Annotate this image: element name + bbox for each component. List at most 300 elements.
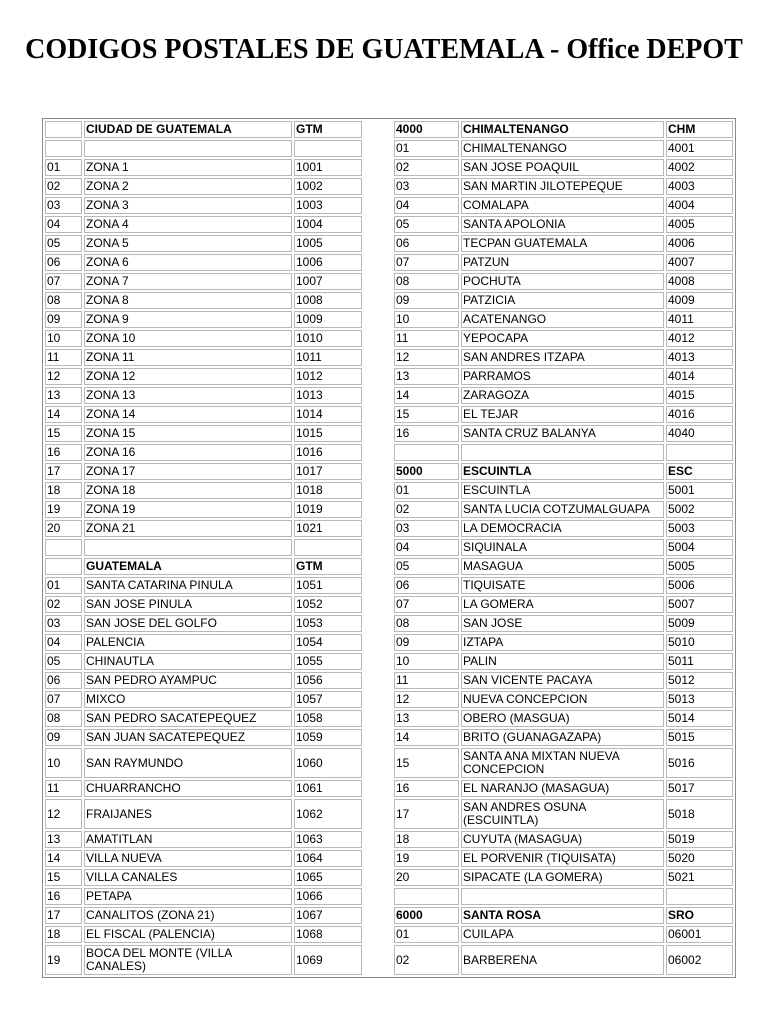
table-row (45, 653, 733, 670)
column-gap (364, 831, 392, 848)
right-postal-code-cell: 4011 (666, 311, 733, 328)
table-row (45, 330, 733, 347)
right-postal-code-cell: 5014 (666, 710, 733, 727)
left-postal-code-cell: 1053 (294, 615, 362, 632)
right-postal-code-cell: 4040 (666, 425, 733, 442)
column-gap (364, 254, 392, 271)
column-gap (364, 615, 392, 632)
left-code-cell: 02 (45, 596, 82, 613)
postal-code-table-body (45, 121, 733, 975)
right-place-name-cell: BRITO (GUANAGAZAPA) (461, 729, 664, 746)
table-row (45, 710, 733, 727)
column-gap (364, 869, 392, 886)
right-code-cell: 15 (394, 748, 459, 778)
right-code-cell: 04 (394, 197, 459, 214)
column-gap (364, 748, 392, 778)
table-row (45, 311, 733, 328)
column-gap (364, 780, 392, 797)
right-code-cell: 16 (394, 780, 459, 797)
column-gap (364, 387, 392, 404)
column-gap (364, 425, 392, 442)
left-postal-code-cell: 1002 (294, 178, 362, 195)
table-row (45, 178, 733, 195)
column-gap (364, 368, 392, 385)
right-postal-code-cell: SRO (666, 907, 733, 924)
table-row (45, 945, 733, 975)
right-postal-code-cell: 06002 (666, 945, 733, 975)
right-place-name-cell: CUYUTA (MASAGUA) (461, 831, 664, 848)
left-code-cell: 11 (45, 780, 82, 797)
left-code-cell: 04 (45, 634, 82, 651)
column-gap (364, 520, 392, 537)
right-postal-code-cell: 4003 (666, 178, 733, 195)
right-place-name-cell: PALIN (461, 653, 664, 670)
right-place-name-cell: MASAGUA (461, 558, 664, 575)
left-place-name-cell: SAN JOSE DEL GOLFO (84, 615, 292, 632)
left-code-cell: 15 (45, 869, 82, 886)
right-code-cell: 08 (394, 273, 459, 290)
right-postal-code-cell: 4008 (666, 273, 733, 290)
left-place-name-cell: MIXCO (84, 691, 292, 708)
table-row (45, 463, 733, 480)
left-postal-code-cell: 1021 (294, 520, 362, 537)
left-place-name-cell: ZONA 12 (84, 368, 292, 385)
left-place-name-cell: CHUARRANCHO (84, 780, 292, 797)
right-postal-code-cell: 5004 (666, 539, 733, 556)
left-place-name-cell: ZONA 21 (84, 520, 292, 537)
table-row (45, 869, 733, 886)
left-code-cell: 16 (45, 444, 82, 461)
right-code-cell: 06 (394, 235, 459, 252)
column-gap (364, 577, 392, 594)
table-row (45, 406, 733, 423)
left-code-cell: 17 (45, 907, 82, 924)
table-row (45, 615, 733, 632)
left-place-name-cell: VILLA NUEVA (84, 850, 292, 867)
right-code-cell: 08 (394, 615, 459, 632)
left-postal-code-cell: 1067 (294, 907, 362, 924)
right-code-cell: 11 (394, 672, 459, 689)
table-row (45, 831, 733, 848)
left-code-cell (45, 539, 82, 556)
right-place-name-cell: SANTA ROSA (461, 907, 664, 924)
table-row (45, 780, 733, 797)
right-code-cell: 07 (394, 596, 459, 613)
column-gap (364, 653, 392, 670)
right-postal-code-cell: 4015 (666, 387, 733, 404)
right-code-cell: 15 (394, 406, 459, 423)
right-code-cell: 19 (394, 850, 459, 867)
table-row (45, 799, 733, 829)
right-place-name-cell: SAN JOSE (461, 615, 664, 632)
left-postal-code-cell: 1012 (294, 368, 362, 385)
left-code-cell: 17 (45, 463, 82, 480)
left-postal-code-cell: 1051 (294, 577, 362, 594)
right-place-name-cell: NUEVA CONCEPCION (461, 691, 664, 708)
column-gap (364, 539, 392, 556)
left-code-cell: 18 (45, 926, 82, 943)
table-row (45, 254, 733, 271)
right-place-name-cell: ZARAGOZA (461, 387, 664, 404)
right-postal-code-cell: 5009 (666, 615, 733, 632)
right-postal-code-cell: 5013 (666, 691, 733, 708)
left-postal-code-cell: GTM (294, 121, 362, 138)
right-place-name-cell: SIQUINALA (461, 539, 664, 556)
left-place-name-cell: SAN JOSE PINULA (84, 596, 292, 613)
right-code-cell: 11 (394, 330, 459, 347)
right-place-name-cell: SANTA CRUZ BALANYA (461, 425, 664, 442)
left-postal-code-cell: 1007 (294, 273, 362, 290)
column-gap (364, 799, 392, 829)
left-postal-code-cell: 1064 (294, 850, 362, 867)
right-postal-code-cell: 5020 (666, 850, 733, 867)
right-code-cell (394, 888, 459, 905)
right-postal-code-cell: CHM (666, 121, 733, 138)
left-place-name-cell: BOCA DEL MONTE (VILLA CANALES) (84, 945, 292, 975)
left-place-name-cell: VILLA CANALES (84, 869, 292, 886)
left-code-cell: 01 (45, 159, 82, 176)
left-code-cell: 12 (45, 799, 82, 829)
column-gap (364, 634, 392, 651)
right-postal-code-cell: 5016 (666, 748, 733, 778)
right-code-cell: 03 (394, 178, 459, 195)
left-place-name-cell: FRAIJANES (84, 799, 292, 829)
right-place-name-cell: LA GOMERA (461, 596, 664, 613)
right-code-cell: 16 (394, 425, 459, 442)
table-row (45, 482, 733, 499)
left-code-cell: 10 (45, 748, 82, 778)
postal-code-table-container (42, 118, 734, 978)
right-place-name-cell: PATZUN (461, 254, 664, 271)
column-gap (364, 945, 392, 975)
left-postal-code-cell: 1009 (294, 311, 362, 328)
column-gap (364, 558, 392, 575)
left-code-cell (45, 140, 82, 157)
column-gap (364, 501, 392, 518)
right-code-cell: 13 (394, 368, 459, 385)
right-place-name-cell: EL TEJAR (461, 406, 664, 423)
left-place-name-cell: PETAPA (84, 888, 292, 905)
right-place-name-cell: PARRAMOS (461, 368, 664, 385)
left-postal-code-cell: 1011 (294, 349, 362, 366)
right-place-name-cell: TIQUISATE (461, 577, 664, 594)
left-code-cell: 01 (45, 577, 82, 594)
right-place-name-cell: COMALAPA (461, 197, 664, 214)
column-gap (364, 292, 392, 309)
left-postal-code-cell: 1006 (294, 254, 362, 271)
left-place-name-cell (84, 539, 292, 556)
right-postal-code-cell: 4013 (666, 349, 733, 366)
left-postal-code-cell: 1014 (294, 406, 362, 423)
right-place-name-cell: OBERO (MASGUA) (461, 710, 664, 727)
right-postal-code-cell: 4014 (666, 368, 733, 385)
left-place-name-cell: ZONA 13 (84, 387, 292, 404)
right-code-cell: 09 (394, 634, 459, 651)
table-row (45, 729, 733, 746)
left-postal-code-cell: 1057 (294, 691, 362, 708)
left-place-name-cell: CHINAUTLA (84, 653, 292, 670)
right-code-cell: 10 (394, 653, 459, 670)
left-postal-code-cell: 1066 (294, 888, 362, 905)
right-place-name-cell: CHIMALTENANGO (461, 121, 664, 138)
right-code-cell: 14 (394, 729, 459, 746)
column-gap (364, 729, 392, 746)
left-postal-code-cell: 1005 (294, 235, 362, 252)
right-place-name-cell: LA DEMOCRACIA (461, 520, 664, 537)
column-gap (364, 596, 392, 613)
left-place-name-cell: ZONA 18 (84, 482, 292, 499)
left-postal-code-cell: 1004 (294, 216, 362, 233)
table-row (45, 121, 733, 138)
left-place-name-cell: ZONA 15 (84, 425, 292, 442)
left-postal-code-cell: 1056 (294, 672, 362, 689)
right-code-cell: 05 (394, 558, 459, 575)
column-gap (364, 888, 392, 905)
left-place-name-cell: CANALITOS (ZONA 21) (84, 907, 292, 924)
right-postal-code-cell: 5011 (666, 653, 733, 670)
right-place-name-cell: CHIMALTENANGO (461, 140, 664, 157)
right-postal-code-cell: 5012 (666, 672, 733, 689)
left-place-name-cell: AMATITLAN (84, 831, 292, 848)
left-code-cell: 06 (45, 254, 82, 271)
left-postal-code-cell: 1010 (294, 330, 362, 347)
column-gap (364, 926, 392, 943)
right-postal-code-cell: 4005 (666, 216, 733, 233)
right-code-cell: 06 (394, 577, 459, 594)
left-place-name-cell: ZONA 4 (84, 216, 292, 233)
left-place-name-cell: ZONA 10 (84, 330, 292, 347)
left-place-name-cell: ZONA 8 (84, 292, 292, 309)
left-code-cell (45, 558, 82, 575)
table-row (45, 634, 733, 651)
left-place-name-cell: ZONA 6 (84, 254, 292, 271)
right-place-name-cell: YEPOCAPA (461, 330, 664, 347)
left-code-cell: 15 (45, 425, 82, 442)
right-place-name-cell: EL NARANJO (MASAGUA) (461, 780, 664, 797)
table-row (45, 425, 733, 442)
right-code-cell: 13 (394, 710, 459, 727)
left-place-name-cell: ZONA 19 (84, 501, 292, 518)
column-gap (364, 140, 392, 157)
left-postal-code-cell: 1068 (294, 926, 362, 943)
left-code-cell: 19 (45, 501, 82, 518)
left-code-cell: 18 (45, 482, 82, 499)
right-postal-code-cell: 4006 (666, 235, 733, 252)
left-postal-code-cell: GTM (294, 558, 362, 575)
right-postal-code-cell: 4009 (666, 292, 733, 309)
left-postal-code-cell (294, 140, 362, 157)
table-row (45, 159, 733, 176)
column-gap (364, 672, 392, 689)
left-code-cell: 09 (45, 311, 82, 328)
table-row (45, 850, 733, 867)
left-place-name-cell: SAN RAYMUNDO (84, 748, 292, 778)
left-code-cell: 13 (45, 387, 82, 404)
left-place-name-cell: GUATEMALA (84, 558, 292, 575)
left-postal-code-cell: 1065 (294, 869, 362, 886)
right-place-name-cell: SAN ANDRES OSUNA (ESCUINTLA) (461, 799, 664, 829)
left-place-name-cell: ZONA 3 (84, 197, 292, 214)
right-postal-code-cell (666, 888, 733, 905)
right-code-cell: 09 (394, 292, 459, 309)
right-code-cell: 04 (394, 539, 459, 556)
table-row (45, 907, 733, 924)
left-code-cell: 08 (45, 710, 82, 727)
table-row (45, 444, 733, 461)
left-postal-code-cell: 1008 (294, 292, 362, 309)
left-postal-code-cell: 1054 (294, 634, 362, 651)
left-postal-code-cell: 1059 (294, 729, 362, 746)
table-row (45, 888, 733, 905)
right-postal-code-cell: 5007 (666, 596, 733, 613)
left-postal-code-cell: 1018 (294, 482, 362, 499)
right-code-cell: 01 (394, 926, 459, 943)
right-place-name-cell: SANTA LUCIA COTZUMALGUAPA (461, 501, 664, 518)
right-code-cell: 17 (394, 799, 459, 829)
right-place-name-cell: CUILAPA (461, 926, 664, 943)
right-place-name-cell: SANTA APOLONIA (461, 216, 664, 233)
right-postal-code-cell: 5005 (666, 558, 733, 575)
right-postal-code-cell: 5019 (666, 831, 733, 848)
left-code-cell: 16 (45, 888, 82, 905)
table-row (45, 292, 733, 309)
left-place-name-cell: ZONA 2 (84, 178, 292, 195)
table-row (45, 596, 733, 613)
left-code-cell: 04 (45, 216, 82, 233)
left-place-name-cell: SAN PEDRO AYAMPUC (84, 672, 292, 689)
table-row (45, 501, 733, 518)
right-code-cell: 4000 (394, 121, 459, 138)
column-gap (364, 482, 392, 499)
right-place-name-cell: ESCUINTLA (461, 463, 664, 480)
right-place-name-cell: BARBERENA (461, 945, 664, 975)
column-gap (364, 216, 392, 233)
right-postal-code-cell: 4002 (666, 159, 733, 176)
table-row (45, 235, 733, 252)
right-postal-code-cell: 4001 (666, 140, 733, 157)
left-postal-code-cell: 1017 (294, 463, 362, 480)
right-place-name-cell: PATZICIA (461, 292, 664, 309)
right-postal-code-cell: 5018 (666, 799, 733, 829)
left-code-cell: 11 (45, 349, 82, 366)
right-place-name-cell: TECPAN GUATEMALA (461, 235, 664, 252)
left-code-cell: 07 (45, 691, 82, 708)
left-place-name-cell: ZONA 17 (84, 463, 292, 480)
page-title: CODIGOS POSTALES DE GUATEMALA - Office DEPOT (25, 34, 743, 65)
left-postal-code-cell: 1069 (294, 945, 362, 975)
left-code-cell: 09 (45, 729, 82, 746)
left-postal-code-cell: 1062 (294, 799, 362, 829)
left-place-name-cell: SAN PEDRO SACATEPEQUEZ (84, 710, 292, 727)
left-code-cell: 14 (45, 850, 82, 867)
left-code-cell: 02 (45, 178, 82, 195)
column-gap (364, 444, 392, 461)
column-gap (364, 121, 392, 138)
right-place-name-cell: ESCUINTLA (461, 482, 664, 499)
column-gap (364, 710, 392, 727)
right-code-cell (394, 444, 459, 461)
left-code-cell: 05 (45, 653, 82, 670)
left-place-name-cell: ZONA 14 (84, 406, 292, 423)
right-place-name-cell: SAN VICENTE PACAYA (461, 672, 664, 689)
column-gap (364, 197, 392, 214)
right-postal-code-cell: 5002 (666, 501, 733, 518)
left-code-cell: 12 (45, 368, 82, 385)
left-place-name-cell: SAN JUAN SACATEPEQUEZ (84, 729, 292, 746)
left-code-cell: 08 (45, 292, 82, 309)
table-row (45, 748, 733, 778)
right-postal-code-cell: 5015 (666, 729, 733, 746)
right-place-name-cell: EL PORVENIR (TIQUISATA) (461, 850, 664, 867)
left-code-cell: 10 (45, 330, 82, 347)
right-postal-code-cell: 5021 (666, 869, 733, 886)
column-gap (364, 330, 392, 347)
right-postal-code-cell: 4004 (666, 197, 733, 214)
column-gap (364, 178, 392, 195)
left-code-cell: 03 (45, 615, 82, 632)
left-postal-code-cell: 1015 (294, 425, 362, 442)
right-postal-code-cell: ESC (666, 463, 733, 480)
left-code-cell: 20 (45, 520, 82, 537)
column-gap (364, 406, 392, 423)
right-postal-code-cell: 5003 (666, 520, 733, 537)
table-row (45, 387, 733, 404)
right-code-cell: 07 (394, 254, 459, 271)
right-code-cell: 02 (394, 501, 459, 518)
right-place-name-cell: ACATENANGO (461, 311, 664, 328)
table-row (45, 140, 733, 157)
right-postal-code-cell: 5017 (666, 780, 733, 797)
table-row (45, 216, 733, 233)
right-place-name-cell: SANTA ANA MIXTAN NUEVA CONCEPCION (461, 748, 664, 778)
left-place-name-cell: CIUDAD DE GUATEMALA (84, 121, 292, 138)
right-place-name-cell: SAN ANDRES ITZAPA (461, 349, 664, 366)
right-postal-code-cell (666, 444, 733, 461)
right-place-name-cell: IZTAPA (461, 634, 664, 651)
table-row (45, 672, 733, 689)
left-place-name-cell: ZONA 16 (84, 444, 292, 461)
right-postal-code-cell: 4007 (666, 254, 733, 271)
postal-code-table (42, 118, 736, 978)
column-gap (364, 850, 392, 867)
left-postal-code-cell: 1019 (294, 501, 362, 518)
right-postal-code-cell: 5001 (666, 482, 733, 499)
column-gap (364, 907, 392, 924)
left-code-cell: 05 (45, 235, 82, 252)
left-place-name-cell: EL FISCAL (PALENCIA) (84, 926, 292, 943)
right-code-cell: 12 (394, 691, 459, 708)
table-row (45, 349, 733, 366)
table-row (45, 558, 733, 575)
right-place-name-cell (461, 888, 664, 905)
left-postal-code-cell: 1013 (294, 387, 362, 404)
right-postal-code-cell: 06001 (666, 926, 733, 943)
left-place-name-cell: PALENCIA (84, 634, 292, 651)
right-code-cell: 20 (394, 869, 459, 886)
column-gap (364, 235, 392, 252)
right-place-name-cell: POCHUTA (461, 273, 664, 290)
left-postal-code-cell: 1061 (294, 780, 362, 797)
right-postal-code-cell: 5006 (666, 577, 733, 594)
left-place-name-cell: ZONA 5 (84, 235, 292, 252)
left-place-name-cell: SANTA CATARINA PINULA (84, 577, 292, 594)
left-place-name-cell: ZONA 11 (84, 349, 292, 366)
table-row (45, 520, 733, 537)
column-gap (364, 691, 392, 708)
table-row (45, 926, 733, 943)
column-gap (364, 159, 392, 176)
right-code-cell: 5000 (394, 463, 459, 480)
